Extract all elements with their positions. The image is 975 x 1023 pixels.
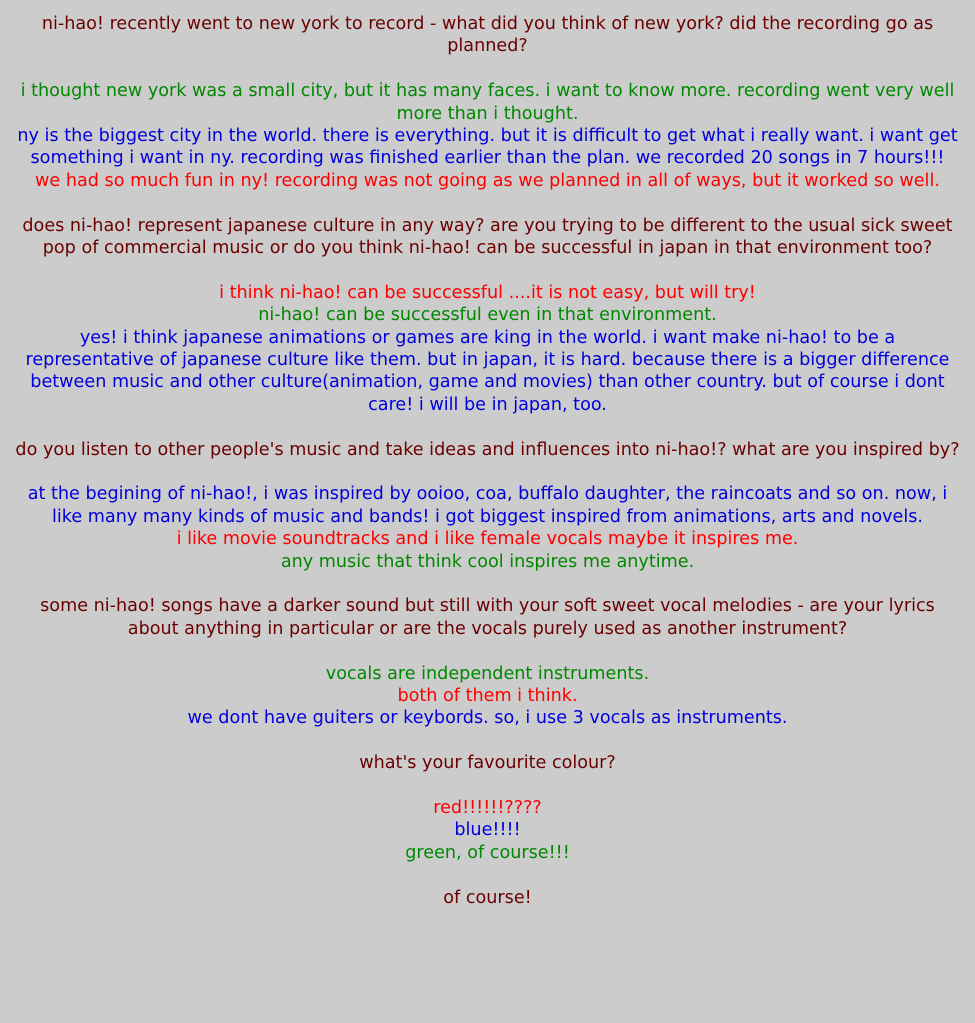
answer-line: i thought new york was a small city, but it has many faces. i want to know more. recording went very well more than i thought. [20, 81, 955, 124]
answer-block [14, 80, 961, 192]
answer-line: ny is the biggest city in the world. there is everything. but it is difficult to get what i really want. i want get something i want in ny. recording was finished earlier than the plan. we recorded 20 songs in 7 hours!!! [17, 126, 958, 169]
answer-line: i like movie soundtracks and i like female vocals maybe it inspires me. [176, 529, 799, 550]
answer-line: we dont have guiters or keybords. so, i use 3 vocals as instruments. [187, 708, 788, 729]
answer-line: i think ni-hao! can be successful ....it is not easy, but will try! [219, 282, 756, 303]
interview-question: what's your favourite colour? [359, 753, 616, 774]
answer-line: both of them i think. [397, 686, 578, 707]
interview-question: of course! [443, 887, 532, 908]
answer-line: green, of course!!! [405, 842, 570, 863]
qa-block [14, 887, 961, 909]
answer-block [14, 483, 961, 573]
interview-question: ni-hao! recently went to new york to record - what did you think of new york? did the recording go as planned? [41, 14, 934, 57]
answer-block [14, 797, 961, 864]
interview-question: does ni-hao! represent japanese culture in any way? are you trying to be different to the usual sick sweet pop of commercial music or do you think ni-hao! can be successful in japan in that environment too? [22, 215, 953, 259]
qa-block [14, 13, 961, 58]
qa-block [14, 439, 961, 461]
interview-question: some ni-hao! songs have a darker sound but still with your soft sweet vocal melodies - are your lyrics about anything in particular or are the vocals purely used as another instrument? [40, 596, 935, 639]
answer-line: vocals are independent instruments. [325, 663, 650, 684]
answer-line: blue!!!! [454, 820, 521, 841]
qa-block [14, 215, 961, 260]
answer-block [14, 663, 961, 730]
answer-line: red!!!!!!???? [433, 798, 542, 819]
answer-line: at the begining of ni-hao!, i was inspired by ooioo, coa, buffalo daughter, the raincoats and so on. now, i like many many kinds of music and bands! i got biggest inspired from animations, arts and novels. [27, 484, 948, 527]
answer-line: any music that think cool inspires me anytime. [280, 551, 695, 572]
answer-line: ni-hao! can be successful even in that environment. [258, 305, 717, 326]
answer-block [14, 282, 961, 416]
interview-question: do you listen to other people's music and take ideas and influences into ni-hao!? what are you inspired by? [15, 439, 960, 460]
qa-block [14, 595, 961, 640]
qa-block [14, 752, 961, 774]
answer-line: we had so much fun in ny! recording was not going as we planned in all of ways, but it worked so well. [35, 170, 940, 191]
answer-line: yes! i think japanese animations or games are king in the world. i want make ni-hao! to be a representative of japanese culture like them. but in japan, it is hard. because there is a bigger difference between music and other culture(animation, game and movies) than other country. but of course i dont care! i will be in japan, too. [25, 327, 950, 415]
